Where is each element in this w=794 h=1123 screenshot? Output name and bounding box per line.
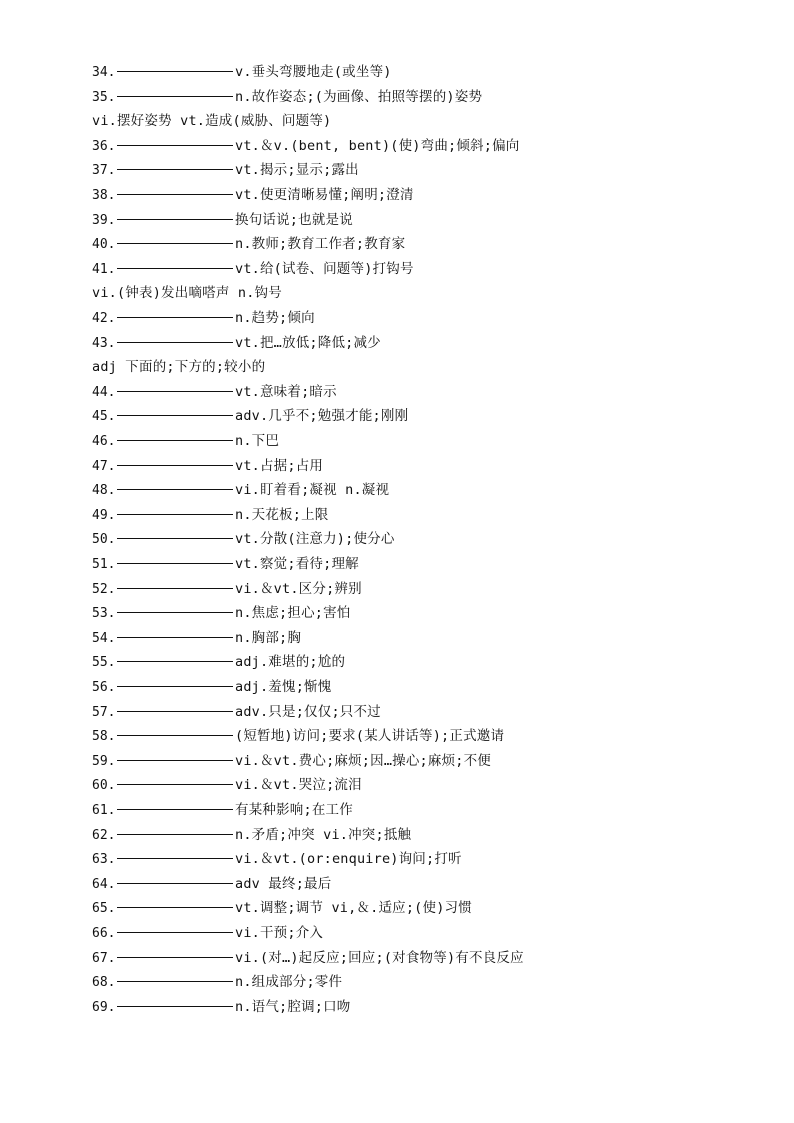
item-number: 59.: [92, 753, 116, 769]
worksheet-item: [92, 380, 337, 404]
item-definition: n.下巴: [235, 433, 280, 449]
worksheet-item: [92, 158, 359, 182]
worksheet-item: [92, 823, 411, 847]
worksheet-continuation-line: [92, 355, 265, 379]
worksheet-item: [92, 773, 362, 797]
answer-blank: [117, 710, 233, 712]
answer-blank: [117, 980, 233, 982]
worksheet-item: [92, 626, 301, 650]
item-number: 36.: [92, 138, 116, 154]
item-number: 68.: [92, 975, 116, 991]
item-number: 51.: [92, 557, 116, 572]
answer-blank: [117, 267, 233, 269]
item-number: 40.: [92, 237, 116, 253]
answer-blank: [117, 488, 233, 490]
item-definition: v.垂头弯腰地走(或坐等): [235, 64, 392, 80]
answer-blank: [117, 685, 233, 687]
answer-blank: [117, 439, 233, 441]
item-number: 65.: [92, 901, 116, 917]
item-definition: n.趋势;倾向: [235, 310, 315, 326]
worksheet-item: [92, 85, 482, 109]
item-definition: adv.几乎不;勉强才能;刚刚: [235, 408, 409, 425]
item-definition: vi.＆vt.(or:enquire)询问;打听: [235, 851, 462, 868]
answer-blank: [117, 513, 233, 515]
worksheet-continuation-line: [92, 281, 282, 305]
worksheet-item: [92, 970, 342, 994]
item-number: 63.: [92, 852, 116, 868]
item-number: 54.: [92, 630, 116, 646]
answer-blank: [117, 341, 233, 343]
item-number: 47.: [92, 458, 116, 474]
item-definition: 换句话说;也就是说: [235, 211, 353, 228]
item-definition: vt.把…放低;降低;减少: [235, 334, 381, 351]
item-definition: vt.揭示;显示;露出: [235, 162, 359, 179]
answer-blank: [117, 833, 233, 835]
answer-blank: [117, 242, 233, 244]
continuation-definition: vi.摆好姿势 vt.造成(威胁、问题等): [92, 113, 332, 130]
item-number: 60.: [92, 778, 116, 794]
worksheet-item: [92, 946, 524, 970]
item-number: 44.: [92, 384, 116, 400]
item-definition: n.故作姿态;(为画像、拍照等摆的)姿势: [235, 88, 483, 105]
worksheet-item: [92, 478, 389, 502]
worksheet-item: [92, 749, 491, 773]
item-definition: adv.只是;仅仅;只不过: [235, 703, 381, 720]
worksheet-item: [92, 232, 405, 256]
item-definition: 有某种影响;在工作: [235, 802, 353, 818]
item-number: 35.: [92, 89, 116, 105]
worksheet-item: [92, 331, 381, 355]
answer-blank: [117, 464, 233, 466]
item-number: 43.: [92, 335, 116, 351]
item-number: 62.: [92, 827, 116, 843]
item-definition: n.矛盾;冲突 vi.冲突;抵触: [235, 826, 412, 843]
answer-blank: [117, 70, 233, 72]
item-number: 48.: [92, 483, 116, 499]
item-number: 34.: [92, 65, 116, 80]
worksheet-item: [92, 183, 414, 207]
item-number: 45.: [92, 409, 116, 425]
worksheet-item: [92, 700, 381, 724]
item-definition: n.教师;教育工作者;教育家: [235, 236, 406, 253]
worksheet-item: [92, 921, 323, 945]
item-definition: vi.＆vt.哭泣;流泪: [235, 777, 362, 794]
item-definition: vt.占据;占用: [235, 457, 324, 474]
item-definition: n.语气;腔调;口吻: [235, 998, 351, 1015]
answer-blank: [117, 537, 233, 539]
item-number: 66.: [92, 926, 116, 941]
item-number: 49.: [92, 507, 116, 523]
item-number: 61.: [92, 803, 116, 818]
item-definition: vt.分散(注意力);使分心: [235, 531, 395, 548]
worksheet-item: [92, 601, 351, 625]
worksheet-item: [92, 527, 395, 551]
answer-blank: [117, 931, 233, 933]
item-definition: n.天花板;上限: [235, 506, 329, 523]
answer-blank: [117, 390, 233, 392]
worksheet-item: [92, 503, 328, 527]
item-number: 38.: [92, 188, 116, 203]
answer-blank: [117, 857, 233, 859]
item-definition: vt.给(试卷、问题等)打钩号: [235, 260, 414, 277]
continuation-definition: vi.(钟表)发出嘀嗒声 n.钩号: [92, 285, 282, 302]
item-definition: vi.(对…)起反应;回应;(对食物等)有不良反应: [235, 949, 524, 966]
item-number: 46.: [92, 434, 116, 449]
answer-blank: [117, 95, 233, 97]
answer-blank: [117, 906, 233, 908]
item-number: 50.: [92, 532, 116, 548]
answer-blank: [117, 414, 233, 416]
answer-blank: [117, 144, 233, 146]
worksheet-item: [92, 872, 331, 896]
item-definition: (短暂地)访问;要求(某人讲话等);正式邀请: [235, 728, 505, 745]
answer-blank: [117, 611, 233, 613]
item-number: 64.: [92, 876, 116, 892]
answer-blank: [117, 636, 233, 638]
item-definition: n.胸部;胸: [235, 629, 302, 646]
answer-blank: [117, 956, 233, 958]
worksheet-item: [92, 650, 345, 674]
item-definition: vt.意味着;暗示: [235, 383, 337, 400]
worksheet-item: [92, 134, 519, 158]
worksheet-item: [92, 306, 315, 330]
item-definition: vt.察觉;看待;理解: [235, 556, 359, 572]
answer-blank: [117, 218, 233, 220]
item-number: 56.: [92, 680, 116, 695]
item-definition: adj.羞愧;惭愧: [235, 679, 332, 695]
item-definition: n.焦虑;担心;害怕: [235, 605, 351, 622]
item-number: 67.: [92, 950, 116, 966]
worksheet-item: [92, 257, 414, 281]
worksheet-item: [92, 552, 359, 576]
item-number: 69.: [92, 999, 116, 1015]
worksheet-item: [92, 454, 323, 478]
item-number: 53.: [92, 606, 116, 622]
item-number: 37.: [92, 163, 116, 179]
worksheet-item: [92, 724, 504, 748]
item-definition: n.组成部分;零件: [235, 974, 343, 991]
item-definition: adj.难堪的;尬的: [235, 654, 346, 671]
answer-blank: [117, 587, 233, 589]
answer-blank: [117, 562, 233, 564]
item-definition: vi.＆vt.费心;麻烦;因…操心;麻烦;不便: [235, 752, 492, 769]
answer-blank: [117, 193, 233, 195]
answer-blank: [117, 808, 233, 810]
answer-blank: [117, 759, 233, 761]
continuation-definition: adj 下面的;下方的;较小的: [92, 359, 266, 376]
worksheet-item: [92, 404, 408, 428]
worksheet-item: [92, 896, 472, 920]
worksheet-item: [92, 675, 331, 699]
worksheet-item: [92, 429, 279, 453]
worksheet-item: [92, 798, 353, 822]
item-number: 42.: [92, 311, 116, 326]
worksheet-item: [92, 577, 362, 601]
item-definition: vt.调整;调节 vi,＆.适应;(使)习惯: [235, 900, 472, 917]
answer-blank: [117, 882, 233, 884]
worksheet-item: [92, 208, 353, 232]
worksheet-continuation-line: [92, 109, 331, 133]
item-definition: adv 最终;最后: [235, 875, 332, 892]
item-definition: vt.使更清晰易懂;阐明;澄清: [235, 187, 414, 203]
answer-blank: [117, 783, 233, 785]
item-definition: vi.盯着看;凝视 n.凝视: [235, 482, 390, 499]
item-number: 55.: [92, 655, 116, 671]
answer-blank: [117, 734, 233, 736]
answer-blank: [117, 660, 233, 662]
worksheet-item: [92, 60, 392, 84]
worksheet-item: [92, 847, 462, 871]
item-definition: vt.＆v.(bent, bent)(使)弯曲;倾斜;偏向: [235, 137, 520, 154]
item-definition: vi.干预;介入: [235, 925, 324, 941]
answer-blank: [117, 168, 233, 170]
answer-blank: [117, 1005, 233, 1007]
item-definition: vi.＆vt.区分;辨别: [235, 580, 362, 597]
worksheet-item: [92, 995, 351, 1019]
item-number: 57.: [92, 704, 116, 720]
item-number: 58.: [92, 729, 116, 745]
item-number: 52.: [92, 581, 116, 597]
item-number: 39.: [92, 212, 116, 228]
answer-blank: [117, 316, 233, 318]
item-number: 41.: [92, 261, 116, 277]
